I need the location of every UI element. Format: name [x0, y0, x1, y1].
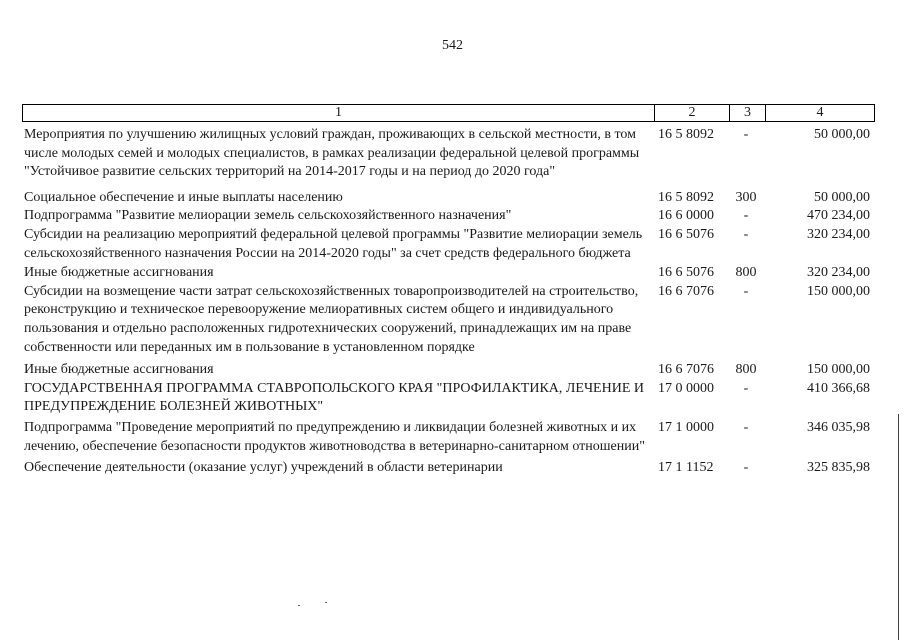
row-code: 16 5 8092 [658, 127, 714, 142]
header-col-1: 1 [22, 104, 655, 122]
row-description: Подпрограмма "Развитие мелиорации земель сельскохозяйственного назначения" [24, 208, 512, 224]
row-expense-type: - [743, 460, 749, 476]
row-amount: 150 000,00 [807, 362, 870, 378]
scan-speck [298, 605, 300, 606]
header-col-2: 2 [654, 104, 730, 122]
page-number: 542 [442, 38, 463, 53]
row-amount: 410 366,68 [807, 380, 870, 396]
budget-table-body [22, 126, 882, 478]
row-expense-type: - [743, 226, 749, 242]
row-expense-type: 800 [735, 362, 757, 378]
table-row [22, 380, 882, 417]
scan-speck [325, 602, 327, 603]
table-row [22, 283, 882, 357]
row-amount: 346 035,98 [807, 419, 870, 435]
row-amount: 320 234,00 [807, 226, 870, 242]
row-amount: 325 835,98 [807, 460, 870, 476]
row-description: Мероприятия по улучшению жилищных условий граждан, проживающих в сельской местности, в том числе молодых семей и молодых специалистов, в рамках реализации федеральной целевой программы "Устойчивое развитие сельских территорий на 2014-2017 годы и на период до 2020 года" [24, 127, 640, 180]
row-description: Обеспечение деятельности (оказание услуг) учреждений в области ветеринарии [24, 460, 503, 476]
row-code: 16 6 7076 [658, 362, 714, 378]
table-row [22, 361, 882, 380]
row-amount: 150 000,00 [807, 283, 870, 299]
table-row [22, 189, 882, 208]
table-row [22, 459, 882, 478]
row-expense-type: - [743, 380, 749, 396]
row-description: Субсидии на возмещение части затрат сельскохозяйственных товаропроизводителей на строительство, реконструкцию и техническое перевооружение мелиоративных систем общего и индивидуального пользования и отдельно расположенных гидротехнических сооружений, принадлежащих им на праве собственности или переданных им в пользование в установленном порядке [24, 283, 639, 355]
row-expense-type: - [743, 283, 749, 299]
row-description: Субсидии на реализацию мероприятий федеральной целевой программы "Развитие мелиорации земель сельскохозяйственного назначения России на 2014-2020 годы" за счет средств федерального бюджета [24, 226, 643, 261]
table-row [22, 207, 882, 226]
row-code: 16 5 8092 [658, 189, 714, 205]
header-col-4: 4 [765, 104, 875, 122]
row-code: 16 6 7076 [658, 283, 714, 299]
row-code: 17 1 0000 [658, 419, 714, 435]
row-description: Подпрограмма "Проведение мероприятий по предупреждению и ликвидации болезней животных и их лечению, обеспечение безопасности продуктов животноводства в ветеринарно-санитарном отношении" [24, 419, 645, 454]
table-row [22, 264, 882, 283]
row-code: 16 6 5076 [658, 226, 714, 242]
row-expense-type: 800 [735, 265, 757, 281]
row-amount: 50 000,00 [814, 127, 870, 142]
row-amount: 470 234,00 [807, 208, 870, 224]
row-code: 16 6 5076 [658, 265, 714, 281]
row-expense-type: - [743, 208, 749, 224]
row-code: 16 6 0000 [658, 208, 714, 224]
row-expense-type: 300 [735, 189, 757, 205]
row-description: Иные бюджетные ассигнования [24, 362, 214, 378]
row-description: Иные бюджетные ассигнования [24, 265, 214, 281]
table-row [22, 419, 882, 456]
row-amount: 50 000,00 [814, 189, 870, 205]
table-row [22, 126, 882, 182]
row-expense-type: - [743, 127, 749, 142]
table-row [22, 226, 882, 263]
row-code: 17 0 0000 [658, 380, 714, 396]
row-amount: 320 234,00 [807, 265, 870, 281]
row-description: ГОСУДАРСТВЕННАЯ ПРОГРАММА СТАВРОПОЛЬСКОГО КРАЯ "ПРОФИЛАКТИКА, ЛЕЧЕНИЕ И ПРЕДУПРЕЖДЕНИЕ БОЛЕЗНЕЙ ЖИВОТНЫХ" [24, 380, 644, 415]
header-col-3: 3 [729, 104, 766, 122]
row-code: 17 1 1152 [658, 460, 714, 476]
row-description: Социальное обеспечение и иные выплаты населению [24, 189, 343, 205]
row-expense-type: - [743, 419, 749, 435]
scan-edge-line [898, 414, 899, 640]
